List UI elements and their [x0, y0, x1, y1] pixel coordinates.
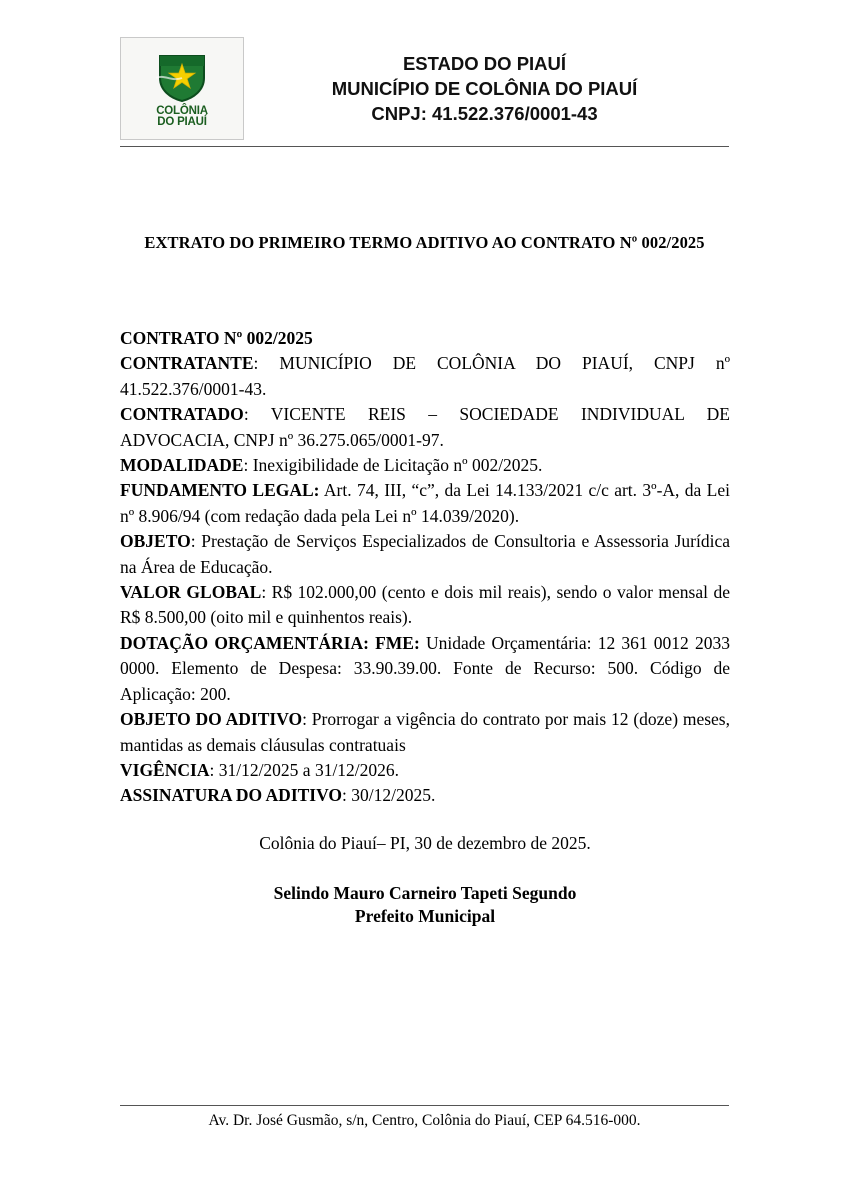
- field-contratante: [120, 351, 730, 402]
- header-divider: [120, 146, 729, 147]
- emblem-label-line1: COLÔNIA: [156, 104, 208, 117]
- footer-divider: [120, 1105, 729, 1106]
- footer-address: Av. Dr. José Gusmão, s/n, Centro, Colônia do Piauí, CEP 64.516-000.: [208, 1112, 641, 1129]
- header-title-municipality: MUNICÍPIO DE COLÔNIA DO PIAUÍ: [331, 77, 638, 99]
- field-fundamento-legal-label: FUNDAMENTO LEGAL:: [120, 480, 320, 501]
- field-contrato: [120, 326, 730, 351]
- field-modalidade-label: MODALIDADE: [120, 455, 244, 476]
- field-valor-global-label: VALOR GLOBAL: [120, 582, 262, 603]
- document-body: [120, 326, 730, 928]
- field-modalidade-value: : Inexigibilidade de Licitação nº 002/2025.: [243, 455, 543, 476]
- field-vigencia: [120, 758, 730, 783]
- field-fundamento-legal: [120, 478, 730, 529]
- signature-name: Selindo Mauro Carneiro Tapeti Segundo: [273, 883, 577, 904]
- field-dotacao-orcamentaria: [120, 631, 730, 707]
- field-assinatura-do-aditivo-label: ASSINATURA DO ADITIVO: [120, 785, 343, 806]
- field-valor-global: [120, 580, 730, 631]
- field-assinatura-do-aditivo: [120, 783, 730, 808]
- field-contrato-label: CONTRATO Nº 002/2025: [120, 328, 313, 348]
- field-assinatura-do-aditivo-value: : 30/12/2025.: [342, 785, 436, 806]
- field-objeto-value: : Prestação de Serviços Especializados de Consultoria e Assessoria Jurídica na Área de Educação.: [120, 531, 730, 577]
- field-fundamento-legal-value: Art. 74, III, “c”, da Lei 14.133/2021 c/c art. 3º-A, da Lei nº 8.906/94 (com redação dada pela Lei nº 14.039/2020).: [120, 480, 730, 526]
- page-title: EXTRATO DO PRIMEIRO TERMO ADITIVO AO CONTRATO Nº 002/2025: [144, 233, 705, 252]
- emblem-label-line2: DO PIAUÍ: [157, 116, 207, 128]
- field-contratado-label: CONTRATADO: [120, 404, 244, 425]
- field-contratado: [120, 402, 730, 453]
- signature-role: Prefeito Municipal: [354, 906, 496, 927]
- header-titles: [244, 51, 729, 126]
- header-title-cnpj: CNPJ: 41.522.376/0001-43: [371, 102, 598, 124]
- field-objeto-label: OBJETO: [120, 531, 191, 552]
- field-dotacao-orcamentaria-value: Unidade Orçamentária: 12 361 0012 2033 0000. Elemento de Despesa: 33.90.39.00. Fonte de Recurso: 500. Código de Aplicação: 200.: [120, 632, 730, 704]
- coat-of-arms-icon: [154, 48, 210, 104]
- field-vigencia-value: : 31/12/2025 a 31/12/2026.: [209, 759, 400, 780]
- field-objeto-do-aditivo-label: OBJETO DO ADITIVO: [120, 709, 303, 730]
- field-contratante-value: : MUNICÍPIO DE COLÔNIA DO PIAUÍ, CNPJ nº 41.522.376/0001-43.: [120, 353, 730, 399]
- field-vigencia-label: VIGÊNCIA: [120, 759, 210, 780]
- place-and-date: Colônia do Piauí– PI, 30 de dezembro de 2025.: [259, 832, 591, 853]
- field-objeto-do-aditivo: [120, 707, 730, 758]
- field-contratado-value: : VICENTE REIS – SOCIEDADE INDIVIDUAL DE ADVOCACIA, CNPJ nº 36.275.065/0001-97.: [120, 404, 730, 450]
- coat-of-arms-emblem: [120, 37, 244, 140]
- field-dotacao-orcamentaria-label: DOTAÇÃO ORÇAMENTÁRIA: FME:: [120, 632, 420, 653]
- field-valor-global-value: : R$ 102.000,00 (cento e dois mil reais), sendo o valor mensal de R$ 8.500,00 (oito mil e quinhentos reais).: [120, 582, 730, 628]
- field-objeto-do-aditivo-value: : Prorrogar a vigência do contrato por mais 12 (doze) meses, mantidas as demais cláusulas contratuais: [120, 709, 730, 755]
- document-header: [120, 33, 729, 143]
- field-contratante-label: CONTRATANTE: [120, 353, 254, 374]
- field-objeto: [120, 529, 730, 580]
- emblem-label: [156, 106, 208, 129]
- field-modalidade: [120, 453, 730, 478]
- header-title-state: ESTADO DO PIAUÍ: [402, 52, 567, 74]
